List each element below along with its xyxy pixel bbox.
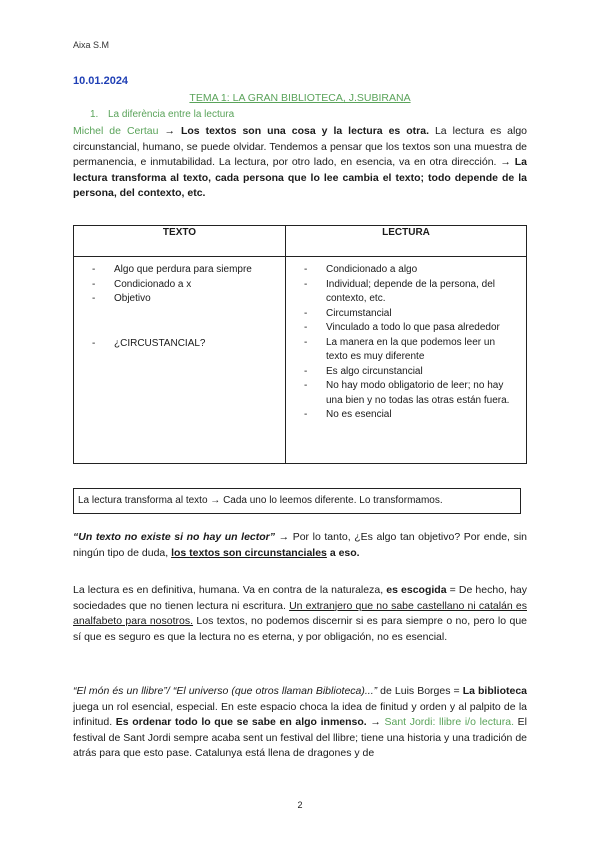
bold-statement: Los textos son una cosa y la lectura es otra.	[180, 125, 429, 137]
bold-text: es escogida	[386, 584, 447, 596]
body-text: = De hecho, hay sociedades que no tienen lectura ni escritura.	[73, 584, 527, 612]
list-item: - Es algo circunstancial	[304, 365, 518, 380]
list-item: - No hay modo obligatorio de leer; no hay una bien y no todas las otras están fuera.	[304, 379, 518, 408]
comparison-table	[73, 225, 527, 464]
texto-cell	[74, 257, 286, 464]
table-row	[74, 257, 527, 464]
table-header-row	[74, 226, 527, 257]
table-header-lectura: LECTURA	[286, 226, 527, 257]
body-text: La lectura es en definitiva, humana. Va en contra de la naturaleza,	[73, 584, 387, 596]
body-text: La lectura es algo circunstancial, humano, se puede olvidar. Tendemos a pensar que los textos son una muestra de permanencia, e inmutabilidad. La lectura, por otro lado, en esencia, va en otra dirección. →	[73, 125, 528, 168]
page-number: 2	[297, 800, 303, 810]
bold-underlined-text: los textos son circunstanciales	[171, 546, 327, 559]
list-item: - Individual; depende de la persona, del contexto, etc.	[304, 278, 518, 307]
quote-text: “Un texto no existe si no hay un lector”	[73, 531, 276, 543]
paragraph-lector	[73, 530, 527, 561]
list-item: - No es esencial	[304, 408, 518, 423]
date-heading: 10.01.2024	[73, 75, 129, 87]
list-item: - La manera en la que podemos leer un texto es muy diferente	[304, 336, 518, 365]
body-text: → Por lo tanto, ¿Es algo tan objetivo? Por ende, sin ningún tipo de duda,	[73, 531, 527, 559]
texto-list	[92, 263, 277, 351]
list-item: - Objetivo	[92, 292, 277, 307]
body-text: Los textos, no podemos discernir si es para siempre o no, pero lo que sí que es seguro es que la lectura no es eterna, y por obligación, no es esencial.	[73, 615, 527, 643]
bold-statement: Es ordenar todo lo que se sabe en algo inmenso. →	[115, 716, 381, 728]
bold-conclusion: La lectura transforma al texto, cada persona que lo lee cambia el texto; todo depende de la persona, del contexto, etc.	[73, 156, 527, 199]
header-author: Aixa S.M	[73, 40, 110, 50]
quote-text: “El món és un llibre”/ “El universo (que otros llaman Biblioteca)...”	[73, 685, 378, 697]
lectura-list	[304, 263, 518, 423]
section-heading	[90, 109, 234, 120]
body-text: juega un rol esencial, especial. En este espacio choca la idea de finitud y orden y al palpito de la infinitud.	[73, 700, 527, 728]
green-text: Sant Jordi: llibre i/o lectura.	[380, 716, 515, 728]
lectura-cell	[286, 257, 527, 464]
section-label: La diferència entre la lectura	[108, 109, 235, 120]
list-item: - Algo que perdura para siempre	[92, 263, 277, 278]
paragraph-certau	[73, 124, 527, 202]
summary-box: La lectura transforma al texto → Cada uno lo leemos diferente. Lo transformamos.	[73, 488, 521, 514]
paragraph-humana	[73, 583, 527, 645]
section-number: 1.	[90, 109, 99, 120]
bold-text: La biblioteca	[462, 685, 527, 697]
body-text: de Luis Borges =	[377, 685, 463, 697]
author-name: Michel de Certau	[73, 125, 159, 137]
underlined-text: Un extranjero que no sabe castellano ni catalán es analfabeto para nosotros.	[73, 599, 527, 627]
list-item: - Vinculado a todo lo que pasa alrededor	[304, 321, 518, 336]
arrow-text: →	[158, 125, 181, 137]
paragraph-biblioteca	[73, 684, 527, 762]
list-item: - ¿CIRCUSTANCIAL?	[92, 337, 277, 352]
table-header-texto: TEXTO	[74, 226, 286, 257]
list-item: - Condicionado a x	[92, 278, 277, 293]
body-text-end: a eso.	[326, 546, 360, 559]
body-text: El festival de Sant Jordi sempre acaba sent un festival del llibre; tiene una historia y una tradición de atrás para que esto pase. Catalunya está llena de dragones y de	[73, 716, 527, 759]
page-title: TEMA 1: LA GRAN BIBLIOTECA, J.SUBIRANA	[189, 92, 411, 104]
list-item: - Condicionado a algo	[304, 263, 518, 278]
list-item: - Circumstancial	[304, 307, 518, 322]
